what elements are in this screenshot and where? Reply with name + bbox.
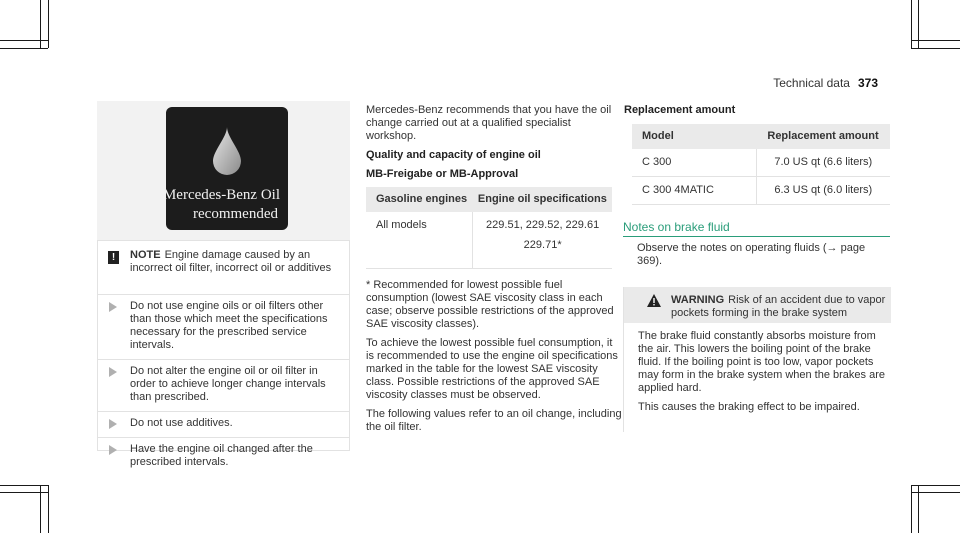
middle-column	[366, 104, 622, 440]
spec-values-recommended: 229.71*	[523, 239, 562, 251]
table-header-row	[366, 187, 612, 212]
note-message: Engine damage caused by an incorrect oil filter, incorrect oil or additives	[130, 249, 332, 274]
note-bullets	[98, 295, 349, 476]
paragraph: The brake fluid constantly absorbs moisture from the air. This lowers the boiling point of the brake fluid. If the boiling point is too low, vapor pockets may form in the brake system when the brakes are applied hard.	[638, 330, 885, 394]
heading-quality: Quality and capacity of engine oil	[366, 149, 541, 161]
spec-values: 229.51, 229.52, 229.61	[486, 219, 600, 231]
paragraph: The following values refer to an oil change, including the oil filter.	[366, 408, 622, 433]
column-header: Model	[632, 124, 756, 149]
arrow-right-icon	[109, 419, 117, 429]
table-cell	[473, 212, 612, 269]
crop-mark	[911, 492, 960, 493]
observe-paragraph: Observe the notes on operating fluids (→ page 369).	[637, 242, 866, 267]
note-box	[97, 240, 350, 468]
bullet-text: Do not alter the engine oil or oil filter in order to achieve longer change intervals than prescribed.	[130, 365, 326, 403]
heading-approval: MB-Freigabe or MB-Approval	[366, 168, 519, 180]
heading-replacement: Replacement amount	[624, 104, 736, 116]
crop-mark	[0, 40, 48, 41]
table-row	[366, 212, 612, 269]
bullet-text: Have the engine oil changed after the prescribed intervals.	[130, 443, 313, 468]
note-label: NOTE	[130, 249, 161, 261]
crop-mark	[911, 48, 960, 49]
warning-label: WARNING	[671, 294, 725, 306]
warning-text	[671, 294, 886, 320]
table-cell: 7.0 US qt (6.6 liters)	[756, 149, 890, 177]
exclamation-icon: !	[108, 251, 119, 264]
logo-line2: recommended	[193, 206, 278, 222]
oil-drop-icon	[213, 127, 241, 177]
table-cell: 6.3 US qt (6.0 liters)	[756, 177, 890, 205]
note-text	[130, 249, 335, 275]
paragraph: This causes the braking effect to be impaired.	[638, 401, 860, 413]
list-item	[98, 360, 349, 412]
crop-mark	[0, 485, 48, 486]
section-title-brake-fluid: Notes on brake fluid	[623, 220, 890, 237]
page-number: 373	[857, 76, 878, 90]
crop-mark	[48, 485, 49, 533]
arrow-right-icon	[109, 302, 117, 312]
replacement-table	[632, 124, 890, 205]
column-header: Replacement amount	[756, 124, 890, 149]
crop-mark	[911, 485, 960, 486]
list-item	[98, 438, 349, 476]
note-header	[98, 241, 349, 295]
mercedes-oil-logo	[162, 107, 288, 230]
crop-mark	[0, 48, 48, 49]
arrow-right-icon	[109, 445, 117, 455]
column-header: Gasoline engines	[366, 187, 473, 212]
list-item	[98, 295, 349, 360]
warning-message: Risk of an accident due to vapor pockets forming in the brake system	[671, 294, 886, 319]
paragraph: To achieve the lowest possible fuel consumption, it is recommended to use the engine oil specifications marked in the table for the lowest SAE viscosity class. Possible restrictions of the approved SAE viscosity classes must be observed.	[366, 337, 618, 401]
warning-triangle-icon	[647, 294, 661, 307]
table-cell: C 300	[632, 149, 756, 177]
right-column	[622, 104, 890, 205]
table-header-row	[632, 124, 890, 149]
footnote: * Recommended for lowest possible fuel consumption (lowest SAE viscosity class in each case; observe possible restrictions of the approved SAE viscosity classes).	[366, 279, 614, 330]
intro-paragraph: Mercedes-Benz recommends that you have the oil change carried out at a qualified specialist workshop.	[366, 104, 612, 142]
warning-body	[638, 330, 888, 420]
bullet-text: Do not use additives.	[130, 417, 233, 429]
warning-header	[624, 287, 891, 323]
logo-line1: Mercedes-Benz Oil	[162, 187, 280, 203]
table-cell: All models	[366, 212, 473, 269]
table-cell: C 300 4MATIC	[632, 177, 756, 205]
arrow-right-icon	[109, 367, 117, 377]
list-item	[98, 412, 349, 438]
table-row	[632, 177, 890, 205]
crop-mark	[911, 40, 960, 41]
page-header	[773, 76, 878, 90]
warning-box	[623, 287, 891, 432]
crop-mark	[0, 492, 48, 493]
oil-spec-table	[366, 187, 612, 269]
bullet-text: Do not use engine oils or oil filters other than those which meet the specifications necessary for the prescribed service intervals.	[130, 300, 328, 351]
table-row	[632, 149, 890, 177]
header-section: Technical data	[773, 76, 850, 90]
column-header: Engine oil specifications	[473, 187, 612, 212]
crop-mark	[48, 0, 49, 48]
